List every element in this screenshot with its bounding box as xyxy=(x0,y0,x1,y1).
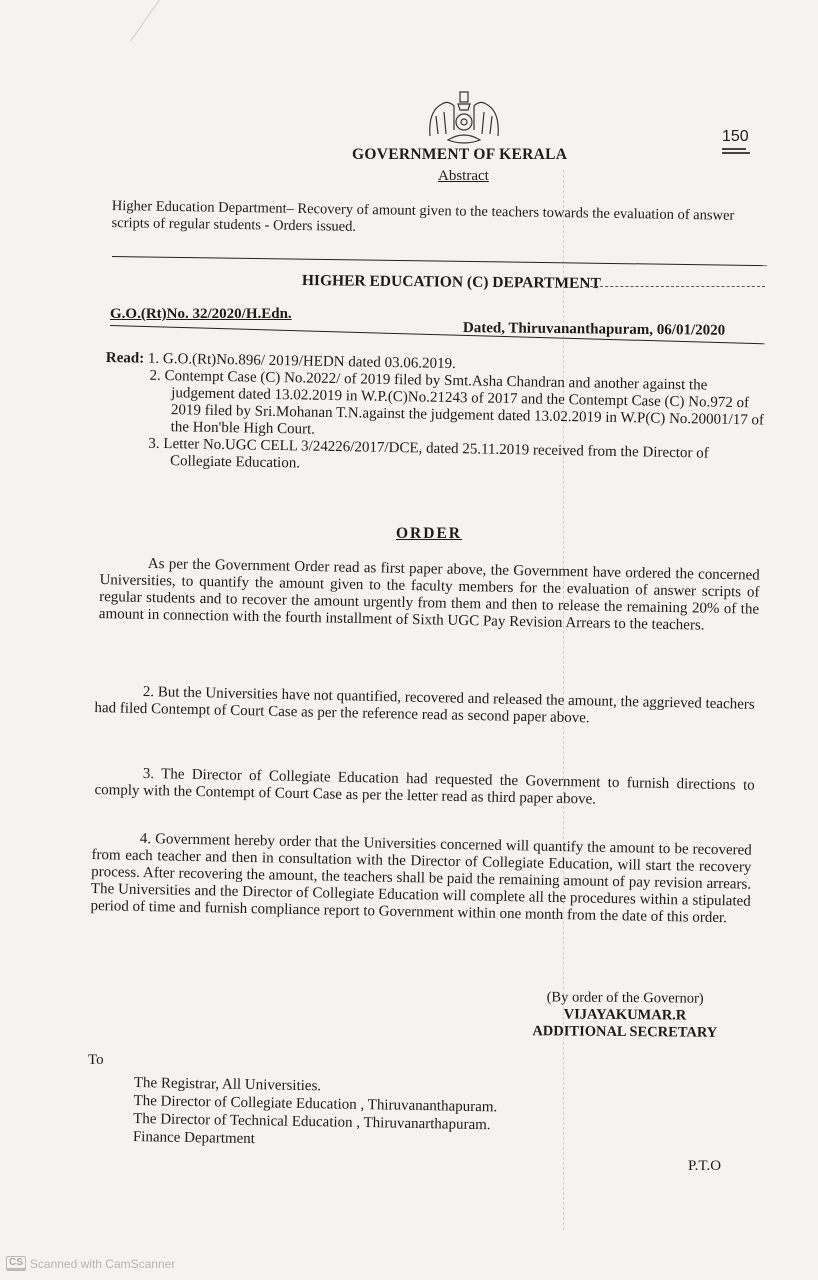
recipient: The Registrar, All Universities. xyxy=(133,1074,322,1095)
signatory-designation: ADDITIONAL SECRETARY xyxy=(532,1023,718,1041)
dated-line: Dated, Thiruvananthapuram, 06/01/2020 xyxy=(462,320,726,339)
stamp-number: 150 xyxy=(722,128,749,145)
to-label: To xyxy=(88,1052,104,1068)
anniversary-stamp xyxy=(722,128,762,164)
watermark-text: Scanned with CamScanner xyxy=(29,1256,176,1271)
signature-authority: (By order of the Governor) xyxy=(546,989,704,1007)
camscanner-watermark xyxy=(6,1256,175,1271)
department-heading: HIGHER EDUCATION (C) DEPARTMENT xyxy=(301,272,601,293)
recipient: The Director of Technical Education , Thiruvanarthapuram. xyxy=(133,1110,491,1134)
recipient: Finance Department xyxy=(132,1128,256,1148)
references-section xyxy=(104,350,766,481)
signature-block xyxy=(520,989,730,1042)
reference-item: 2. Contempt Case (C) No.2022/ of 2019 filed by Smt.Asha Chandran and another against the judgement dated 13.02.2019 in W.P.(C)No.21243 of 2017 and the Contempt Case (C) No.972 of 2019 filed by Sri.Mohanan T.N.against the judgement dated 13.02.2019 in W.P(C) No.20001/17 of the Hon'ble High Court. xyxy=(149,367,765,438)
kerala-emblem-icon xyxy=(418,86,510,148)
document-type: Abstract xyxy=(438,168,489,184)
order-paragraph-4 xyxy=(90,830,752,928)
pto-label: P.T.O xyxy=(688,1158,722,1174)
paragraph-text: 3. The Director of Collegiate Education had requested the Government to furnish directions to comply with the Contempt of Court Case as per the letter read as third paper above. xyxy=(94,765,755,808)
subject-line: Higher Education Department– Recovery of amount given to the teachers towards the evaluation of answer scripts of regular students - Orders issued. xyxy=(111,198,735,235)
paragraph-text: As per the Government Order read as first paper above, the Government have ordered the concerned Universities, to quantify the amount given to the faculty members for the evaluation of answer scripts of regular students and to recover the amount urgently from them and then to release the remaining 20% of the amount in connection with the fourth installment of Sixth UGC Pay Revision Arrears to the teachers. xyxy=(98,555,760,634)
read-label: Read: xyxy=(105,350,145,367)
order-paragraph-2 xyxy=(94,683,755,731)
order-paragraph-3 xyxy=(94,765,755,812)
camscanner-logo-icon: CS xyxy=(6,1256,26,1271)
order-heading: ORDER xyxy=(396,525,462,542)
government-title: GOVERNMENT OF KERALA xyxy=(352,146,568,163)
signatory-name: VIJAYAKUMAR.R xyxy=(563,1006,687,1024)
divider-dashed xyxy=(585,286,765,287)
go-number: G.O.(Rt)No. 32/2020/H.Edn. xyxy=(110,306,292,322)
reference-item: 3. Letter No.UGC CELL 3/24226/2017/DCE, dated 25.11.2019 received from the Director of Collegiate Education. xyxy=(148,435,709,472)
paragraph-text: 4. Government hereby order that the Universities concerned will quantify the amount to be recovered from each teacher and then in consultation with the Director of Collegiate Education, will start the recovery process. After recovering the amount, the teachers shall be paid the remaining amount of pay revision arrears. The Universities and the Director of Collegiate Education will complete all the procedures within a stipulated period of time and furnish compliance report to Government within one month from the date of this order. xyxy=(90,830,752,927)
recipients-list xyxy=(133,1074,498,1152)
scan-scratch-mark xyxy=(130,0,159,41)
recipient: The Director of Collegiate Education , Thiruvananthapuram. xyxy=(133,1092,498,1116)
reference-text: 1. G.O.(Rt)No.896/ 2019/HEDN dated 03.06.2019. xyxy=(147,350,456,373)
paragraph-text: 2. But the Universities have not quantified, recovered and released the amount, the aggrieved teachers had filed Contempt of Court Case as per the reference read as second paper above. xyxy=(94,684,755,727)
order-paragraph-1 xyxy=(99,555,760,636)
divider xyxy=(112,256,767,266)
